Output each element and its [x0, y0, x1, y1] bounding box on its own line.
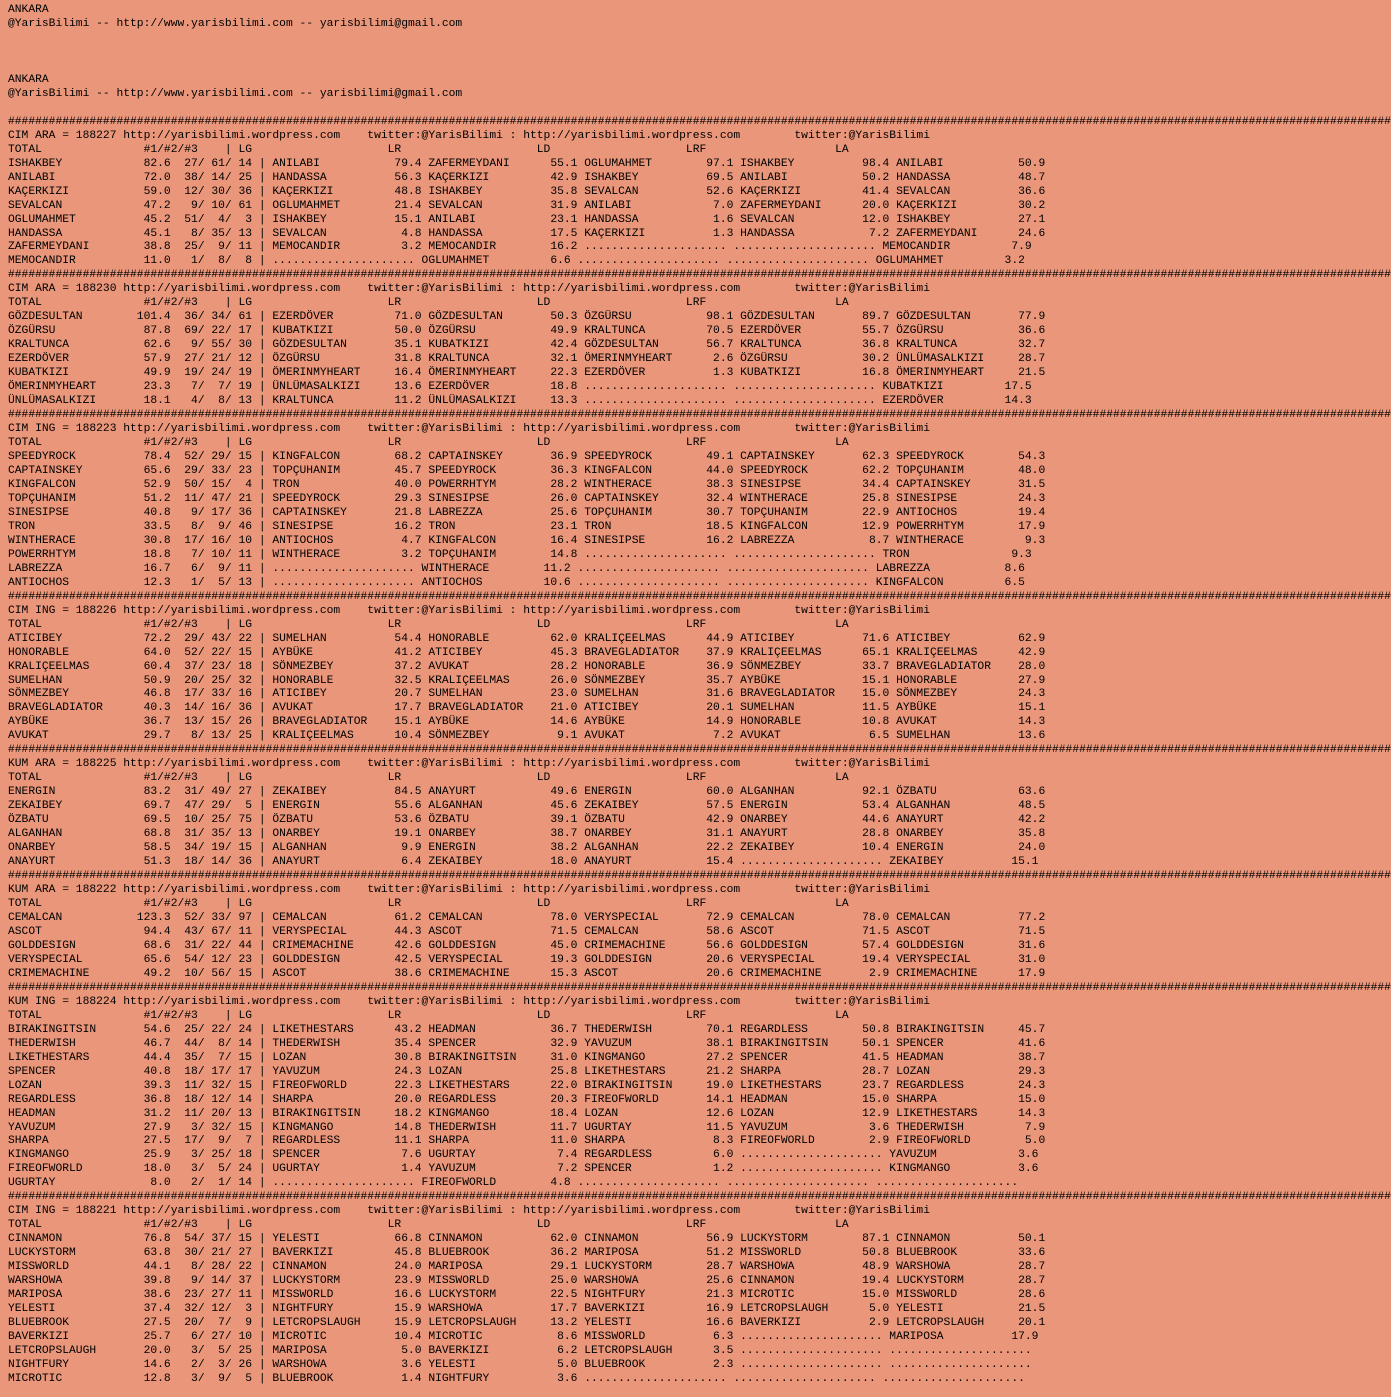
race-header: KUM ING = 188224 http://yarisbilimi.wordpress.com twitter:@YarisBilimi : http://yarisbilimi.wordpress.com twitter:@YarisBilimi [8, 995, 930, 1008]
race-header: CIM ARA = 188230 http://yarisbilimi.wordpress.com twitter:@YarisBilimi : http://yarisbilimi.wordpress.com twitter:@YarisBilimi [8, 283, 930, 296]
blank-line [8, 60, 1080, 74]
table-row: ÖZGÜRSU 87.8 69/ 22/ 17 | KUBATKIZI 50.0 ÖZGÜRSU 49.9 KRALTUNCA 70.5 EZERDÖVER 55.7 ÖZGÜRSU 36.6 [8, 325, 1046, 338]
table-row: HONORABLE 64.0 52/ 22/ 15 | AYBÜKE 41.2 ATICIBEY 45.3 BRAVEGLADIATOR 37.9 KRALIÇEELMAS 65.1 KRALIÇEELMAS 42.9 [8, 646, 1046, 659]
race-header: CIM ARA = 188227 http://yarisbilimi.wordpress.com twitter:@YarisBilimi : http://yarisbilimi.wordpress.com twitter:@YarisBilimi [8, 129, 930, 142]
table-row: KINGFALCON 52.9 50/ 15/ 4 | TRON 40.0 POWERRHTYM 28.2 WINTHERACE 38.3 SINESIPSE 34.4 CAPTAINSKEY 31.5 [8, 478, 1046, 491]
separator-line: ############################################################################################################################################################################################################ [8, 269, 1391, 282]
table-row: BAVERKIZI 25.7 6/ 27/ 10 | MICROTIC 10.4 MICROTIC 8.6 MISSWORLD 6.3 ..................... MARIPOSA 17.9 [8, 1331, 1039, 1344]
table-row: NIGHTFURY 14.6 2/ 3/ 26 | WARSHOWA 3.6 YELESTI 5.0 BLUEBROOK 2.3 ..................... ..................... [8, 1358, 1032, 1371]
table-row: MICROTIC 12.8 3/ 9/ 5 | BLUEBROOK 1.4 NIGHTFURY 3.6 ..................... ..................... ..................... [8, 1372, 1025, 1385]
column-header: TOTAL #1/#2/#3 | LG LR LD LRF LA [8, 1219, 849, 1232]
table-row: KUBATKIZI 49.9 19/ 24/ 19 | ÖMERINMYHEART 16.4 ÖMERINMYHEART 22.3 EZERDÖVER 1.3 KUBATKIZI 16.8 ÖMERINMYHEART 21.5 [8, 367, 1046, 380]
table-row: TOPÇUHANIM 51.2 11/ 47/ 21 | SPEEDYROCK 29.3 SINESIPSE 26.0 CAPTAINSKEY 32.4 WINTHERACE 25.8 SINESIPSE 24.3 [8, 492, 1046, 505]
table-row: ASCOT 94.4 43/ 67/ 11 | VERYSPECIAL 44.3 ASCOT 71.5 CEMALCAN 58.6 ASCOT 71.5 ASCOT 71.5 [8, 925, 1046, 938]
table-row: KINGMANGO 25.9 3/ 25/ 18 | SPENCER 7.6 UGURTAY 7.4 REGARDLESS 6.0 ..................... YAVUZUM 3.6 [8, 1149, 1039, 1162]
column-header: TOTAL #1/#2/#3 | LG LR LD LRF LA [8, 437, 849, 450]
header-contact-repeat: @YarisBilimi -- http://www.yarisbilimi.com -- yarisbilimi@gmail.com [8, 87, 463, 100]
table-row: FIREOFWORLD 18.0 3/ 5/ 24 | UGURTAY 1.4 YAVUZUM 7.2 SPENCER 1.2 ..................... KINGMANGO 3.6 [8, 1163, 1039, 1176]
separator-line: ############################################################################################################################################################################################################ [8, 590, 1391, 603]
race-header: KUM ARA = 188222 http://yarisbilimi.wordpress.com twitter:@YarisBilimi : http://yarisbilimi.wordpress.com twitter:@YarisBilimi [8, 884, 930, 897]
table-row: YELESTI 37.4 32/ 12/ 3 | NIGHTFURY 15.9 WARSHOWA 17.7 BAVERKIZI 16.9 LETCROPSLAUGH 5.0 YELESTI 21.5 [8, 1303, 1046, 1316]
blank-line [8, 46, 1080, 60]
table-row: SINESIPSE 40.8 9/ 17/ 36 | CAPTAINSKEY 21.8 LABREZZA 25.6 TOPÇUHANIM 30.7 TOPÇUHANIM 22.9 ANTIOCHOS 19.4 [8, 506, 1046, 519]
table-row: SEVALCAN 47.2 9/ 10/ 61 | OGLUMAHMET 21.4 SEVALCAN 31.9 ANILABI 7.0 ZAFERMEYDANI 20.0 KAÇERKIZI 30.2 [8, 199, 1046, 212]
table-row: AVUKAT 29.7 8/ 13/ 25 | KRALIÇEELMAS 10.4 SÖNMEZBEY 9.1 AVUKAT 7.2 AVUKAT 6.5 SUMELHAN 13.6 [8, 730, 1046, 743]
table-row: KRALTUNCA 62.6 9/ 55/ 30 | GÖZDESULTAN 35.1 KUBATKIZI 42.4 GÖZDESULTAN 56.7 KRALTUNCA 36.8 KRALTUNCA 32.7 [8, 339, 1046, 352]
table-row: ONARBEY 58.5 34/ 19/ 15 | ALGANHAN 9.9 ENERGIN 38.2 ALGANHAN 22.2 ZEKAIBEY 10.4 ENERGIN 24.0 [8, 842, 1046, 855]
table-row: ZEKAIBEY 69.7 47/ 29/ 5 | ENERGIN 55.6 ALGANHAN 45.6 ZEKAIBEY 57.5 ENERGIN 53.4 ALGANHAN 48.5 [8, 800, 1046, 813]
table-row: THEDERWISH 46.7 44/ 8/ 14 | THEDERWISH 35.4 SPENCER 32.9 YAVUZUM 38.1 BIRAKINGITSIN 50.1 SPENCER 41.6 [8, 1037, 1046, 1050]
table-row: BIRAKINGITSIN 54.6 25/ 22/ 24 | LIKETHESTARS 43.2 HEADMAN 36.7 THEDERWISH 70.1 REGARDLESS 50.8 BIRAKINGITSIN 45.7 [8, 1023, 1046, 1036]
table-row: ÜNLÜMASALKIZI 18.1 4/ 8/ 13 | KRALTUNCA 11.2 ÜNLÜMASALKIZI 13.3 ..................... ..................... EZERDÖVER 14.3 [8, 395, 1032, 408]
table-row: AYBÜKE 36.7 13/ 15/ 26 | BRAVEGLADIATOR 15.1 AYBÜKE 14.6 AYBÜKE 14.9 HONORABLE 10.8 AVUKAT 14.3 [8, 716, 1046, 729]
blank-line [8, 32, 1080, 46]
table-row: BRAVEGLADIATOR 40.3 14/ 16/ 36 | AVUKAT 17.7 BRAVEGLADIATOR 21.0 ATICIBEY 20.1 SUMELHAN 11.5 AYBÜKE 15.1 [8, 702, 1046, 715]
table-row: OGLUMAHMET 45.2 51/ 4/ 3 | ISHAKBEY 15.1 ANILABI 23.1 HANDASSA 1.6 SEVALCAN 12.0 ISHAKBEY 27.1 [8, 213, 1046, 226]
table-row: ÖMERINMYHEART 23.3 7/ 7/ 19 | ÜNLÜMASALKIZI 13.6 EZERDÖVER 18.8 ..................... ..................... KUBATKIZI 17.5 [8, 381, 1032, 394]
separator-line: ############################################################################################################################################################################################################ [8, 1191, 1391, 1204]
column-header: TOTAL #1/#2/#3 | LG LR LD LRF LA [8, 143, 849, 156]
table-row: TRON 33.5 8/ 9/ 46 | SINESIPSE 16.2 TRON 23.1 TRON 18.5 KINGFALCON 12.9 POWERRHTYM 17.9 [8, 520, 1046, 533]
table-row: WINTHERACE 30.8 17/ 16/ 10 | ANTIOCHOS 4.7 KINGFALCON 16.4 SINESIPSE 16.2 LABREZZA 8.7 WINTHERACE 9.3 [8, 534, 1046, 547]
table-row: ANILABI 72.0 38/ 14/ 25 | HANDASSA 56.3 KAÇERKIZI 42.9 ISHAKBEY 69.5 ANILABI 50.2 HANDASSA 48.7 [8, 171, 1046, 184]
separator-line: ############################################################################################################################################################################################################ [8, 115, 1391, 128]
table-row: REGARDLESS 36.8 18/ 12/ 14 | SHARPA 20.0 REGARDLESS 20.3 FIREOFWORLD 14.1 HEADMAN 15.0 SHARPA 15.0 [8, 1093, 1046, 1106]
column-header: TOTAL #1/#2/#3 | LG LR LD LRF LA [8, 898, 849, 910]
table-row: ENERGIN 83.2 31/ 49/ 27 | ZEKAIBEY 84.5 ANAYURT 49.6 ENERGIN 60.0 ALGANHAN 92.1 ÖZBATU 63.6 [8, 786, 1046, 799]
table-row: ALGANHAN 68.8 31/ 35/ 13 | ONARBEY 19.1 ONARBEY 38.7 ONARBEY 31.1 ANAYURT 28.8 ONARBEY 35.8 [8, 828, 1046, 841]
race-header: CIM ING = 188226 http://yarisbilimi.wordpress.com twitter:@YarisBilimi : http://yarisbilimi.wordpress.com twitter:@YarisBilimi [8, 604, 930, 617]
table-row: MARIPOSA 38.6 23/ 27/ 11 | MISSWORLD 16.6 LUCKYSTORM 22.5 NIGHTFURY 21.3 MICROTIC 15.0 MISSWORLD 28.6 [8, 1289, 1046, 1302]
table-row: LETCROPSLAUGH 20.0 3/ 5/ 25 | MARIPOSA 5.0 BAVERKIZI 6.2 LETCROPSLAUGH 3.5 ..................... ..................... [8, 1345, 1032, 1357]
header-contact: @YarisBilimi -- http://www.yarisbilimi.com -- yarisbilimi@gmail.com [8, 17, 463, 30]
race-header: KUM ARA = 188225 http://yarisbilimi.wordpress.com twitter:@YarisBilimi : http://yarisbilimi.wordpress.com twitter:@YarisBilimi [8, 758, 930, 771]
table-row: EZERDÖVER 57.9 27/ 21/ 12 | ÖZGÜRSU 31.8 KRALTUNCA 32.1 ÖMERINMYHEART 2.6 ÖZGÜRSU 30.2 ÜNLÜMASALKIZI 28.7 [8, 353, 1046, 366]
table-row: LABREZZA 16.7 6/ 9/ 11 | ..................... WINTHERACE 11.2 ..................... ..................... LABREZZA 8.6 [8, 562, 1025, 575]
race-header: CIM ING = 188223 http://yarisbilimi.wordpress.com twitter:@YarisBilimi : http://yarisbilimi.wordpress.com twitter:@YarisBilimi [8, 423, 930, 436]
table-row: SPEEDYROCK 78.4 52/ 29/ 15 | KINGFALCON 68.2 CAPTAINSKEY 36.9 SPEEDYROCK 49.1 CAPTAINSKEY 62.3 SPEEDYROCK 54.3 [8, 451, 1046, 463]
table-row: KRALIÇEELMAS 60.4 37/ 23/ 18 | SÖNMEZBEY 37.2 AVUKAT 28.2 HONORABLE 36.9 SÖNMEZBEY 33.7 BRAVEGLADIATOR 28.0 [8, 660, 1046, 673]
table-row: UGURTAY 8.0 2/ 1/ 14 | ..................... FIREOFWORLD 4.8 ..................... ..................... ..................... [8, 1177, 1019, 1190]
separator-line: ############################################################################################################################################################################################################ [8, 981, 1391, 994]
table-row: HANDASSA 45.1 8/ 35/ 13 | SEVALCAN 4.8 HANDASSA 17.5 KAÇERKIZI 1.3 HANDASSA 7.2 ZAFERMEYDANI 24.6 [8, 227, 1046, 240]
race-header: CIM ING = 188221 http://yarisbilimi.wordpress.com twitter:@YarisBilimi : http://yarisbilimi.wordpress.com twitter:@YarisBilimi [8, 1205, 930, 1218]
table-row: ANTIOCHOS 12.3 1/ 5/ 13 | ..................... ANTIOCHOS 10.6 ..................... ..................... KINGFALCON 6.5 [8, 576, 1025, 589]
table-row: ISHAKBEY 82.6 27/ 61/ 14 | ANILABI 79.4 ZAFERMEYDANI 55.1 OGLUMAHMET 97.1 ISHAKBEY 98.4 ANILABI 50.9 [8, 157, 1046, 170]
table-row: LOZAN 39.3 11/ 32/ 15 | FIREOFWORLD 22.3 LIKETHESTARS 22.0 BIRAKINGITSIN 19.0 LIKETHESTARS 23.7 REGARDLESS 24.3 [8, 1079, 1046, 1092]
table-row: MISSWORLD 44.1 8/ 28/ 22 | CINNAMON 24.0 MARIPOSA 29.1 LUCKYSTORM 28.7 WARSHOWA 48.9 WARSHOWA 28.7 [8, 1261, 1046, 1274]
table-row: CINNAMON 76.8 54/ 37/ 15 | YELESTI 66.8 CINNAMON 62.0 CINNAMON 56.9 LUCKYSTORM 87.1 CINNAMON 50.1 [8, 1233, 1046, 1246]
table-row: SPENCER 40.8 18/ 17/ 17 | YAVUZUM 24.3 LOZAN 25.8 LIKETHESTARS 21.2 SHARPA 28.7 LOZAN 29.3 [8, 1065, 1046, 1078]
table-row: LIKETHESTARS 44.4 35/ 7/ 15 | LOZAN 30.8 BIRAKINGITSIN 31.0 KINGMANGO 27.2 SPENCER 41.5 HEADMAN 38.7 [8, 1051, 1046, 1064]
table-row: HEADMAN 31.2 11/ 20/ 13 | BIRAKINGITSIN 18.2 KINGMANGO 18.4 LOZAN 12.6 LOZAN 12.9 LIKETHESTARS 14.3 [8, 1107, 1046, 1120]
table-row: ÖZBATU 69.5 10/ 25/ 75 | ÖZBATU 53.6 ÖZBATU 39.1 ÖZBATU 42.9 ONARBEY 44.6 ANAYURT 42.2 [8, 814, 1046, 827]
table-row: BLUEBROOK 27.5 20/ 7/ 9 | LETCROPSLAUGH 15.9 LETCROPSLAUGH 13.2 YELESTI 16.6 BAVERKIZI 2.9 LETCROPSLAUGH 20.1 [8, 1317, 1046, 1330]
table-row: YAVUZUM 27.9 3/ 32/ 15 | KINGMANGO 14.8 THEDERWISH 11.7 UGURTAY 11.5 YAVUZUM 3.6 THEDERWISH 7.9 [8, 1121, 1046, 1134]
table-row: CEMALCAN 123.3 52/ 33/ 97 | CEMALCAN 61.2 CEMALCAN 78.0 VERYSPECIAL 72.9 CEMALCAN 78.0 CEMALCAN 77.2 [8, 911, 1046, 924]
table-row: SHARPA 27.5 17/ 9/ 7 | REGARDLESS 11.1 SHARPA 11.0 SHARPA 8.3 FIREOFWORLD 2.9 FIREOFWORLD 5.0 [8, 1135, 1046, 1148]
table-row: SUMELHAN 50.9 20/ 25/ 32 | HONORABLE 32.5 KRALIÇEELMAS 26.0 SÖNMEZBEY 35.7 AYBÜKE 15.1 HONORABLE 27.9 [8, 674, 1046, 687]
column-header: TOTAL #1/#2/#3 | LG LR LD LRF LA [8, 772, 849, 785]
separator-line: ############################################################################################################################################################################################################ [8, 409, 1391, 422]
table-row: KAÇERKIZI 59.0 12/ 30/ 36 | KAÇERKIZI 48.8 ISHAKBEY 35.8 SEVALCAN 52.6 KAÇERKIZI 41.4 SEVALCAN 36.6 [8, 185, 1046, 198]
blank-line [8, 102, 1080, 116]
race-tables [8, 115, 1391, 1387]
table-row: MEMOCANDIR 11.0 1/ 8/ 8 | ..................... OGLUMAHMET 6.6 ..................... ..................... OGLUMAHMET 3.2 [8, 255, 1025, 268]
table-row: CRIMEMACHINE 49.2 10/ 56/ 15 | ASCOT 38.6 CRIMEMACHINE 15.3 ASCOT 20.6 CRIMEMACHINE 2.9 CRIMEMACHINE 17.9 [8, 967, 1046, 980]
table-row: LUCKYSTORM 63.8 30/ 21/ 27 | BAVERKIZI 45.8 BLUEBROOK 36.2 MARIPOSA 51.2 MISSWORLD 50.8 BLUEBROOK 33.6 [8, 1247, 1046, 1260]
table-row: GÖZDESULTAN 101.4 36/ 34/ 61 | EZERDÖVER 71.0 GÖZDESULTAN 50.3 ÖZGÜRSU 98.1 GÖZDESULTAN 89.7 GÖZDESULTAN 77.9 [8, 311, 1046, 324]
table-row: ATICIBEY 72.2 29/ 43/ 22 | SUMELHAN 54.4 HONORABLE 62.0 KRALIÇEELMAS 44.9 ATICIBEY 71.6 ATICIBEY 62.9 [8, 632, 1046, 645]
table-row: CAPTAINSKEY 65.6 29/ 33/ 23 | TOPÇUHANIM 45.7 SPEEDYROCK 36.3 KINGFALCON 44.0 SPEEDYROCK 62.2 TOPÇUHANIM 48.0 [8, 464, 1046, 477]
column-header: TOTAL #1/#2/#3 | LG LR LD LRF LA [8, 1009, 849, 1022]
table-row: SÖNMEZBEY 46.8 17/ 33/ 16 | ATICIBEY 20.7 SUMELHAN 23.0 SUMELHAN 31.6 BRAVEGLADIATOR 15.0 SÖNMEZBEY 24.3 [8, 688, 1046, 701]
header-city-repeat: ANKARA [8, 73, 49, 86]
table-row: WARSHOWA 39.8 9/ 14/ 37 | LUCKYSTORM 23.9 MISSWORLD 25.0 WARSHOWA 25.6 CINNAMON 19.4 LUCKYSTORM 28.7 [8, 1275, 1046, 1288]
column-header: TOTAL #1/#2/#3 | LG LR LD LRF LA [8, 618, 849, 631]
column-header: TOTAL #1/#2/#3 | LG LR LD LRF LA [8, 297, 849, 310]
separator-line: ############################################################################################################################################################################################################ [8, 744, 1391, 757]
table-row: GOLDDESIGN 68.6 31/ 22/ 44 | CRIMEMACHINE 42.6 GOLDDESIGN 45.0 CRIMEMACHINE 56.6 GOLDDESIGN 57.4 GOLDDESIGN 31.6 [8, 939, 1046, 952]
header-city: ANKARA [8, 4, 49, 16]
separator-line: ############################################################################################################################################################################################################ [8, 870, 1391, 883]
table-row: POWERRHTYM 18.8 7/ 10/ 11 | WINTHERACE 3.2 TOPÇUHANIM 14.8 ..................... ..................... TRON 9.3 [8, 548, 1032, 561]
table-row: ANAYURT 51.3 18/ 14/ 36 | ANAYURT 6.4 ZEKAIBEY 18.0 ANAYURT 15.4 ..................... ZEKAIBEY 15.1 [8, 856, 1039, 869]
table-row: ZAFERMEYDANI 38.8 25/ 9/ 11 | MEMOCANDIR 3.2 MEMOCANDIR 16.2 ..................... ..................... MEMOCANDIR 7.9 [8, 241, 1032, 254]
table-row: VERYSPECIAL 65.6 54/ 12/ 23 | GOLDDESIGN 42.5 VERYSPECIAL 19.3 GOLDDESIGN 20.6 VERYSPECIAL 19.4 VERYSPECIAL 31.0 [8, 953, 1046, 966]
